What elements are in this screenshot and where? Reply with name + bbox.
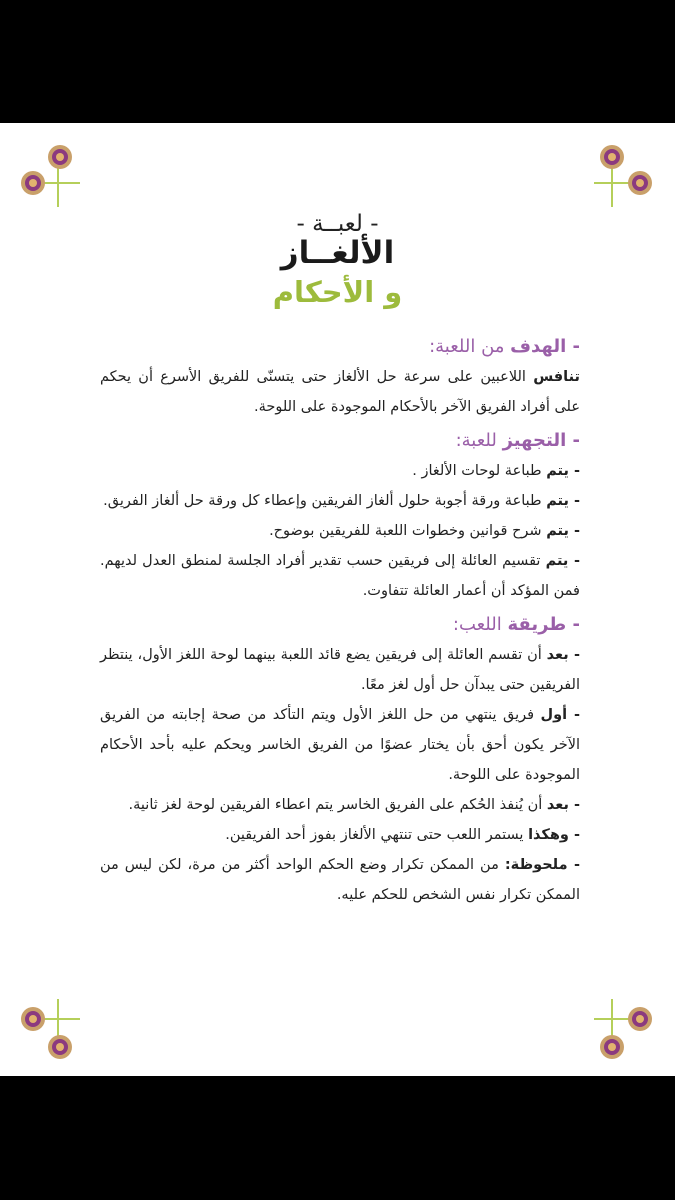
list-item-bold: - بعد bbox=[546, 647, 580, 663]
list-item-bold: - يتم bbox=[546, 493, 580, 509]
list-item-text: شرح قوانين وخطوات اللعبة للفريقين بوضوح. bbox=[269, 523, 547, 539]
list-item-bold: - بعد bbox=[546, 797, 580, 813]
list-item-text: طباعة لوحات الألغاز . bbox=[412, 463, 547, 479]
list-item bbox=[100, 546, 580, 606]
list-item bbox=[100, 640, 580, 700]
list-item-text: تقسيم العائلة إلى فريقين حسب تقدير أفراد الجلسة لمنطق العدل لديهم. فمن المؤكد أن أعمار العائلة تتفاوت. bbox=[100, 553, 580, 599]
lollipop-ornament-top-left bbox=[18, 143, 82, 207]
title-line-1: - لعبــة - bbox=[296, 211, 379, 237]
list-item-text: أن تقسم العائلة إلى فريقين يضع قائد اللعبة بينهما لوحة اللغز الأول، ينتظر الفريقين حتى يبدآن حل أول لغز معًا. bbox=[100, 647, 580, 693]
title-line-3: و الأحكام bbox=[272, 275, 403, 309]
section-heading-rest: من اللعبة: bbox=[429, 336, 511, 357]
section-heading-rest: للعبة: bbox=[455, 430, 503, 451]
list-item bbox=[100, 516, 580, 546]
paragraph-goal bbox=[100, 362, 580, 422]
section-heading-rest: اللعب: bbox=[452, 614, 508, 635]
paragraph-text: اللاعبين على سرعة حل الألغاز حتى يتسنّى للفريق الأسرع أن يحكم على أفراد الفريق الآخر بالأحكام الموجودة على اللوحة. bbox=[100, 369, 580, 415]
list-item-text: يستمر اللعب حتى تنتهي الألغاز بفوز أحد الفريقين. bbox=[225, 827, 529, 843]
list-item-text: طباعة ورقة أجوبة حلول ألغاز الفريقين وإعطاء كل ورقة حل ألغاز الفريق. bbox=[103, 493, 547, 509]
section-heading-goal bbox=[100, 332, 580, 362]
lollipop-ornament-bottom-left bbox=[18, 999, 82, 1063]
list-item bbox=[100, 456, 580, 486]
document-body bbox=[100, 328, 580, 910]
section-heading-setup bbox=[100, 426, 580, 456]
paragraph-bold: تنافس bbox=[533, 369, 580, 385]
lollipop-ornament-top-right bbox=[592, 143, 656, 207]
list-item bbox=[100, 820, 580, 850]
list-item bbox=[100, 486, 580, 516]
lollipop-ornament-bottom-right bbox=[592, 999, 656, 1063]
list-item bbox=[100, 790, 580, 820]
list-item-bold: - أول bbox=[540, 707, 580, 723]
list-item-bold: - يتم bbox=[546, 463, 580, 479]
list-item-bold: - يتم bbox=[545, 553, 580, 569]
section-heading-bold: - التجهيز bbox=[502, 430, 580, 451]
list-item-bold: - يتم bbox=[546, 523, 580, 539]
list-item-text: من الممكن تكرار وضع الحكم الواحد أكثر من مرة، لكن ليس من الممكن تكرار نفس الشخص للحكم عليه. bbox=[100, 857, 580, 903]
list-item-text: فريق ينتهي من حل اللغز الأول ويتم التأكد من صحة إجابته من الفريق الآخر يكون أحق بأن يختار عضوًا من الفريق الخاسر ويحكم عليه بأحد الأحكام الموجودة على اللوحة. bbox=[100, 707, 580, 783]
document-page bbox=[0, 123, 675, 1076]
list-item-text: أن يُنفذ الحُكم على الفريق الخاسر يتم اعطاء الفريقين لوحة لغز ثانية. bbox=[128, 797, 547, 813]
list-item bbox=[100, 700, 580, 790]
section-heading-howto bbox=[100, 610, 580, 640]
section-heading-bold: - طريقة bbox=[507, 614, 580, 635]
list-item-bold: - وهكذا bbox=[528, 827, 580, 843]
list-item-bold: - ملحوظة: bbox=[504, 857, 581, 873]
title-line-2: الألغــاز bbox=[280, 235, 395, 271]
section-heading-bold: - الهدف bbox=[510, 336, 580, 357]
list-item bbox=[100, 850, 580, 910]
